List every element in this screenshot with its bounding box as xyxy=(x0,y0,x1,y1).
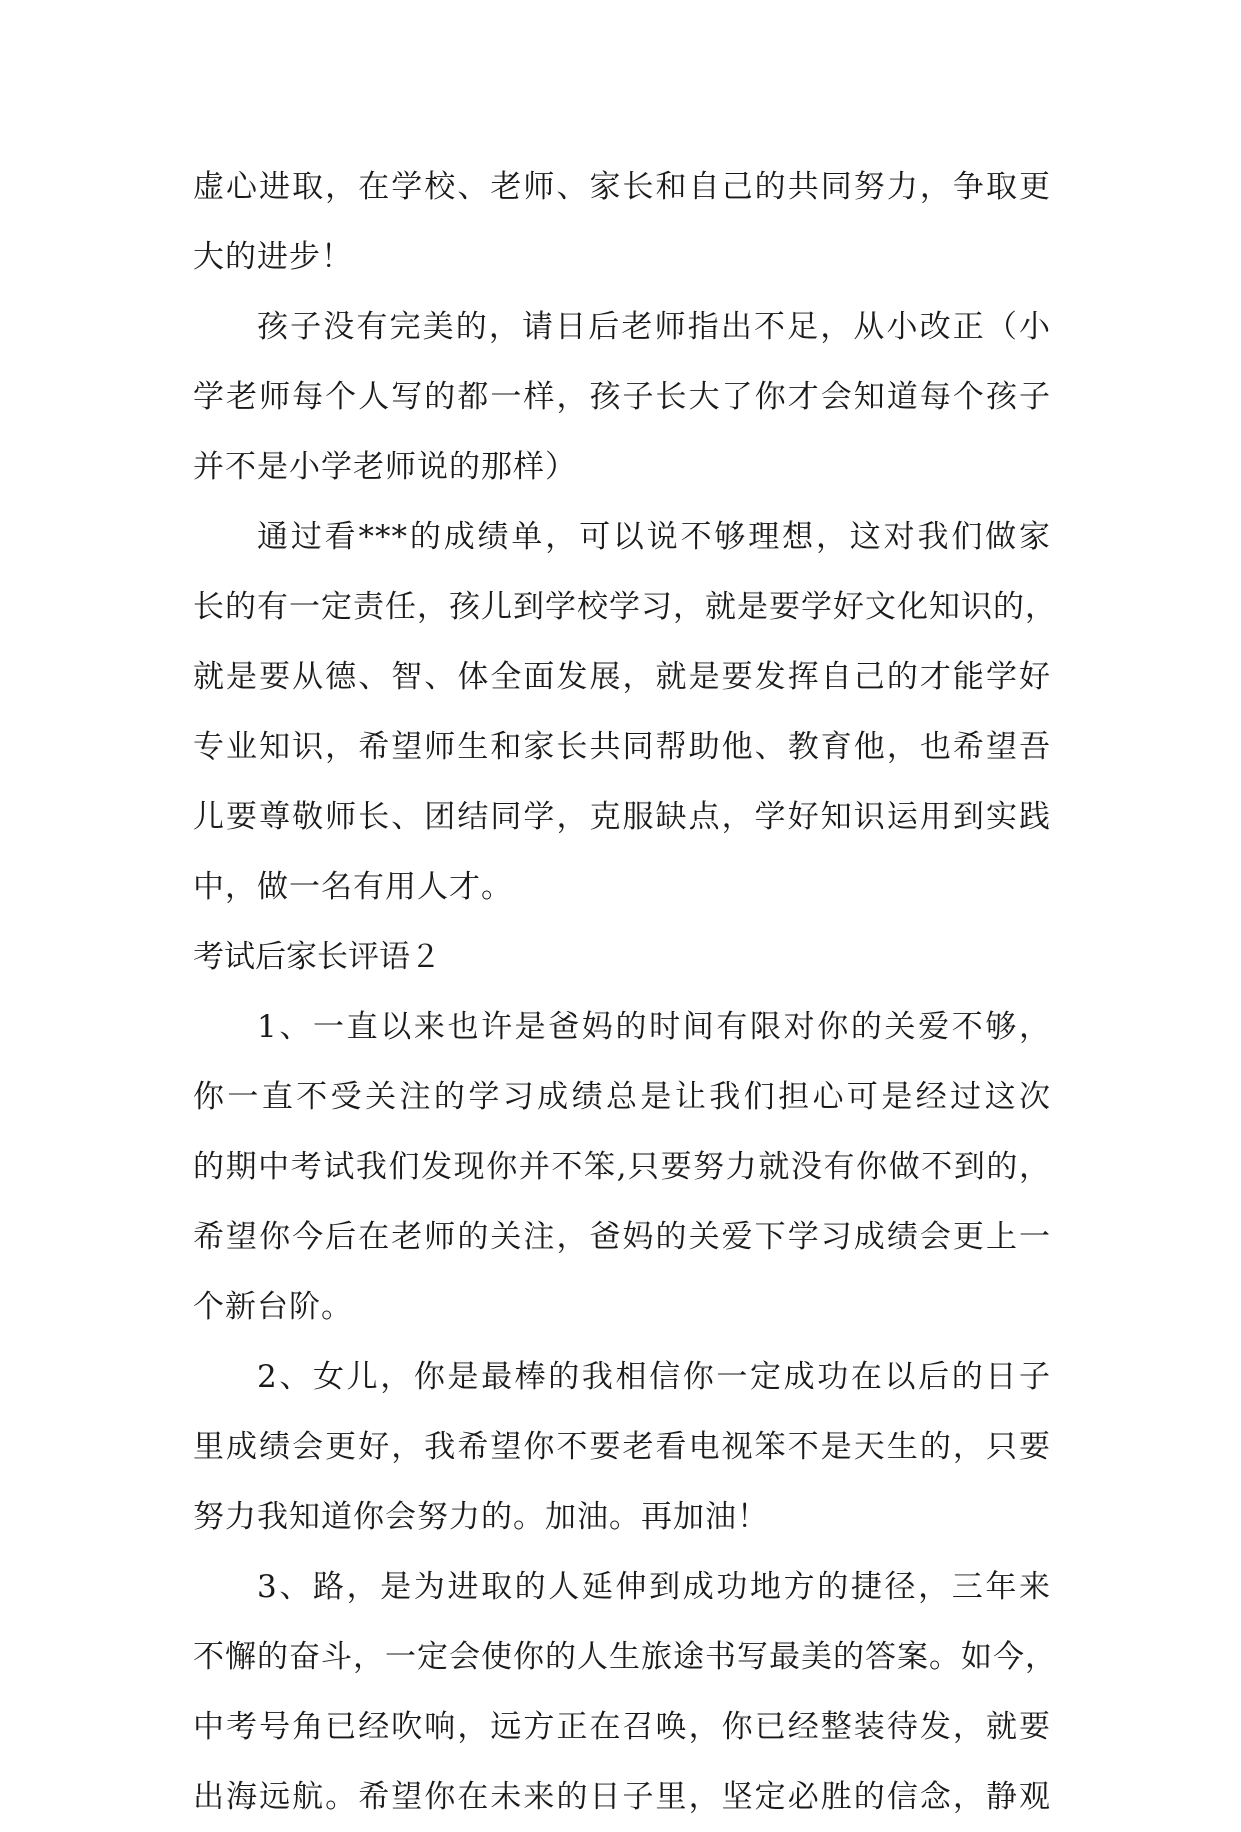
text-line: 希望你今后在老师的关注，爸妈的关爱下学习成绩会更上一 xyxy=(193,1219,1051,1255)
text-line: 你一直不受关注的学习成绩总是让我们担心可是经过这次 xyxy=(193,1079,1051,1115)
text-line: 专业知识，希望师生和家长共同帮助他、教育他，也希望吾 xyxy=(193,729,1051,765)
text-line: 的期中考试我们发现你并不笨,只要努力就没有你做不到的， xyxy=(193,1149,1051,1185)
paragraph-start-line: 通过看***的成绩单，可以说不够理想，这对我们做家 xyxy=(257,519,1051,555)
document-page xyxy=(193,152,1057,1832)
text-line: 出海远航。希望你在未来的日子里，坚定必胜的信念，静观 xyxy=(193,1779,1051,1815)
text-line: 努力我知道你会努力的。加油。再加油！ xyxy=(193,1499,769,1535)
text-line: 儿要尊敬师长、团结同学，克服缺点，学好知识运用到实践 xyxy=(193,799,1051,835)
text-line: 大的进步！ xyxy=(193,239,353,275)
text-line: 个新台阶。 xyxy=(193,1289,353,1325)
text-line: 虚心进取，在学校、老师、家长和自己的共同努力，争取更 xyxy=(193,169,1051,205)
text-line: 并不是小学老师说的那样） xyxy=(193,449,577,485)
paragraph-start-line: 3、路，是为进取的人延伸到成功地方的捷径，三年来 xyxy=(257,1569,1051,1605)
text-line: 学老师每个人写的都一样，孩子长大了你才会知道每个孩子 xyxy=(193,379,1051,415)
paragraph-start-line: 孩子没有完美的，请日后老师指出不足，从小改正（小 xyxy=(257,309,1051,345)
paragraph-start-line: 2、女儿，你是最棒的我相信你一定成功在以后的日子 xyxy=(257,1359,1051,1395)
text-line: 中，做一名有用人才。 xyxy=(193,869,513,905)
text-line: 就是要从德、智、体全面发展，就是要发挥自己的才能学好 xyxy=(193,659,1051,695)
text-line: 里成绩会更好，我希望你不要老看电视笨不是天生的，只要 xyxy=(193,1429,1051,1465)
text-line: 中考号角已经吹响，远方正在召唤，你已经整装待发，就要 xyxy=(193,1709,1051,1745)
section-heading: 考试后家长评语２ xyxy=(193,939,441,975)
paragraph-start-line: 1、一直以来也许是爸妈的时间有限对你的关爱不够， xyxy=(257,1009,1051,1045)
text-line: 长的有一定责任，孩儿到学校学习，就是要学好文化知识的， xyxy=(193,589,1057,625)
text-line: 不懈的奋斗，一定会使你的人生旅途书写最美的答案。如今， xyxy=(193,1639,1057,1675)
